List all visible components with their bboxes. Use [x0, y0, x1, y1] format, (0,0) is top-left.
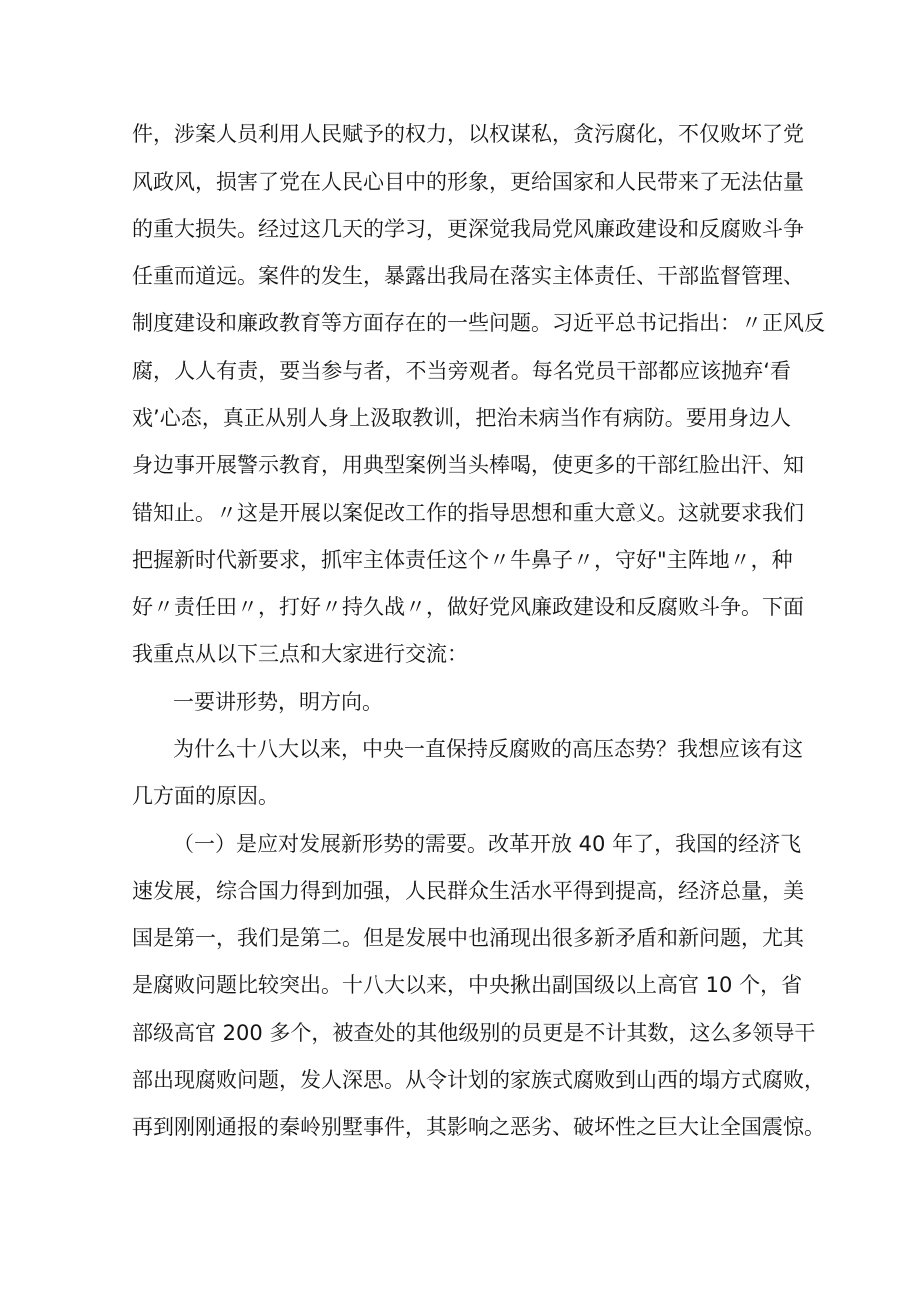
text-line-17: 速发展，综合国力得到加强，人民群众生活水平得到提高，经济总量，美 — [132, 879, 804, 903]
text-line-2: 风政风，损害了党在人民心目中的形象，更给国家和人民带来了无法估量 — [132, 170, 804, 194]
text-line-10: 把握新时代新要求，抓牢主体责任这个〃牛鼻子〃，守好"主阵地〃，种 — [132, 548, 793, 572]
text-line-11: 好〃责任田〃，打好〃持久战〃，做好党风廉政建设和反腐败斗争。下面 — [132, 595, 804, 619]
text-line-7: 戏’心态，真正从别人身上汲取教训，把治未病当作有病防。要用身边人 — [132, 406, 791, 430]
text-line-6: 腐，人人有责，要当参与者，不当旁观者。每名党员干部都应该抛弃‘看 — [132, 359, 791, 383]
text-line-14: 为什么十八大以来，中央一直保持反腐败的高压态势？我想应该有这 — [173, 737, 803, 761]
text-line-12: 我重点从以下三点和大家进行交流： — [132, 642, 468, 666]
text-line-4: 任重而道远。案件的发生，暴露出我局在落实主体责任、干部监督管理、 — [132, 264, 804, 288]
text-line-22: 再到刚刚通报的秦岭别墅事件，其影响之恶劣、破坏性之巨大让全国震惊。 — [132, 1115, 825, 1139]
text-line-1: 件，涉案人员利用人民赋予的权力，以权谋私，贪污腐化，不仅败坏了党 — [132, 122, 804, 146]
text-line-8: 身边事开展警示教育，用典型案例当头棒喝，使更多的干部红脸出汗、知 — [132, 453, 804, 477]
text-line-20: 部级高官 200 多个，被查处的其他级别的员更是不计其数，这么多领导干 — [132, 1021, 816, 1045]
section-heading: 一要讲形势，明方向。 — [173, 690, 383, 714]
text-line-16: （一）是应对发展新形势的需要。改革开放 40 年了，我国的经济飞 — [173, 832, 802, 856]
text-line-9: 错知止。〃这是开展以案促改工作的指导思想和重大意义。这就要求我们 — [132, 501, 804, 525]
text-line-3: 的重大损失。经过这几天的学习，更深觉我局党风廉政建设和反腐败斗争 — [132, 217, 804, 241]
text-line-18: 国是第一，我们是第二。但是发展中也涌现出很多新矛盾和新问题，尤其 — [132, 926, 804, 950]
text-line-5: 制度建设和廉政教育等方面存在的一些问题。习近平总书记指出：〃正风反 — [132, 311, 825, 335]
text-line-21: 部出现腐败问题，发人深思。从令计划的家族式腐败到山西的塌方式腐败， — [132, 1068, 825, 1092]
text-line-19: 是腐败问题比较突出。十八大以来，中央揪出副国级以上高官 10 个，省 — [132, 973, 803, 997]
text-line-15: 几方面的原因。 — [132, 784, 279, 808]
